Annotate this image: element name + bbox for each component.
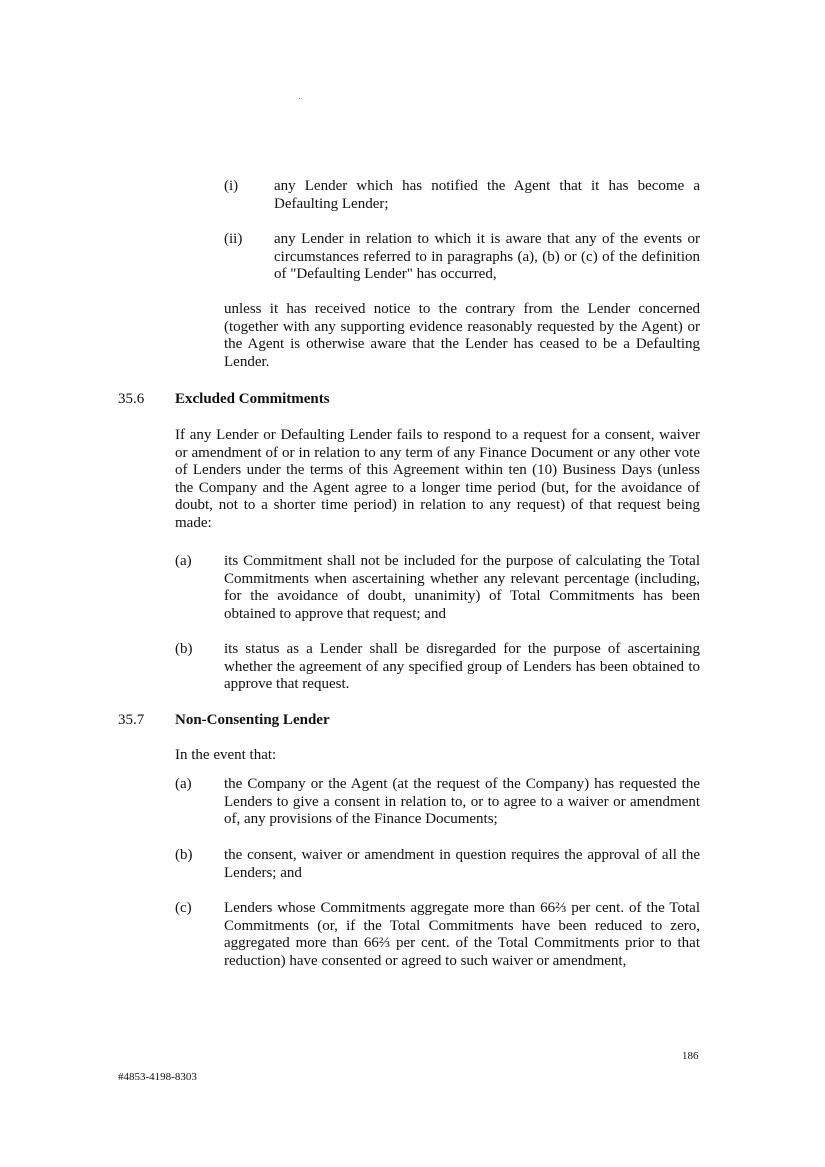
section-intro: In the event that: [175, 747, 277, 763]
unless-paragraph: unless it has received notice to the contrary from the Lender concerned (together with any supporting evidence reasonably requested by the Agent) or the Agent is otherwise aware that the Lender has ceased to be a Defaulting Lender. [224, 301, 700, 370]
section-heading: Non-Consenting Lender [175, 712, 330, 728]
list-item-label: (b) [175, 847, 193, 863]
section-number: 35.6 [118, 391, 145, 407]
list-item-text: its status as a Lender shall be disregarded for the purpose of ascertaining whether the agreement of any specified group of Lenders has been obtained to approve that request. [224, 641, 700, 692]
list-item-text: the consent, waiver or amendment in question requires the approval of all the Lenders; and [224, 847, 700, 881]
page-number: 186 [682, 1050, 699, 1062]
section-intro: If any Lender or Defaulting Lender fails to respond to a request for a consent, waiver or amendment of or in relation to any term of any Finance Document or any other vote of Lenders under the terms of this Agreement within ten (10) Business Days (unless the Company and the Agent agree to a longer time period (but, for the avoidance of doubt, not to a shorter time period) in relation to any request) of that request being made: [175, 427, 700, 531]
list-item-label: (c) [175, 900, 192, 916]
list-item-label: (a) [175, 776, 192, 792]
list-item-text: the Company or the Agent (at the request of the Company) has requested the Lenders to give a consent in relation to, or to agree to a waiver or amendment of, any provisions of the Finance Documents; [224, 776, 700, 827]
list-item-label: (ii) [224, 231, 243, 247]
list-item-label: (a) [175, 553, 192, 569]
scan-speck [299, 98, 300, 99]
list-item-text: Lenders whose Commitments aggregate more than 66⅔ per cent. of the Total Commitments (or, if the Total Commitments have been reduced to zero, aggregated more than 66⅔ per cent. of the Total Commitments prior to that reduction) have consented or agreed to such waiver or amendment, [224, 900, 700, 969]
list-item-text: any Lender in relation to which it is aware that any of the events or circumstances referred to in paragraphs (a), (b) or (c) of the definition of "Defaulting Lender" has occurred, [274, 231, 700, 282]
list-item-text: any Lender which has notified the Agent that it has become a Defaulting Lender; [274, 178, 700, 212]
document-id: #4853-4198-8303 [118, 1071, 197, 1083]
section-heading: Excluded Commitments [175, 391, 330, 407]
list-item-label: (i) [224, 178, 239, 194]
list-item-label: (b) [175, 641, 193, 657]
section-number: 35.7 [118, 712, 145, 728]
list-item-text: its Commitment shall not be included for the purpose of calculating the Total Commitments when ascertaining whether any relevant percentage (including, for the avoidance of doubt, unanimity) of Total Commitments has been obtained to approve that request; and [224, 553, 700, 622]
